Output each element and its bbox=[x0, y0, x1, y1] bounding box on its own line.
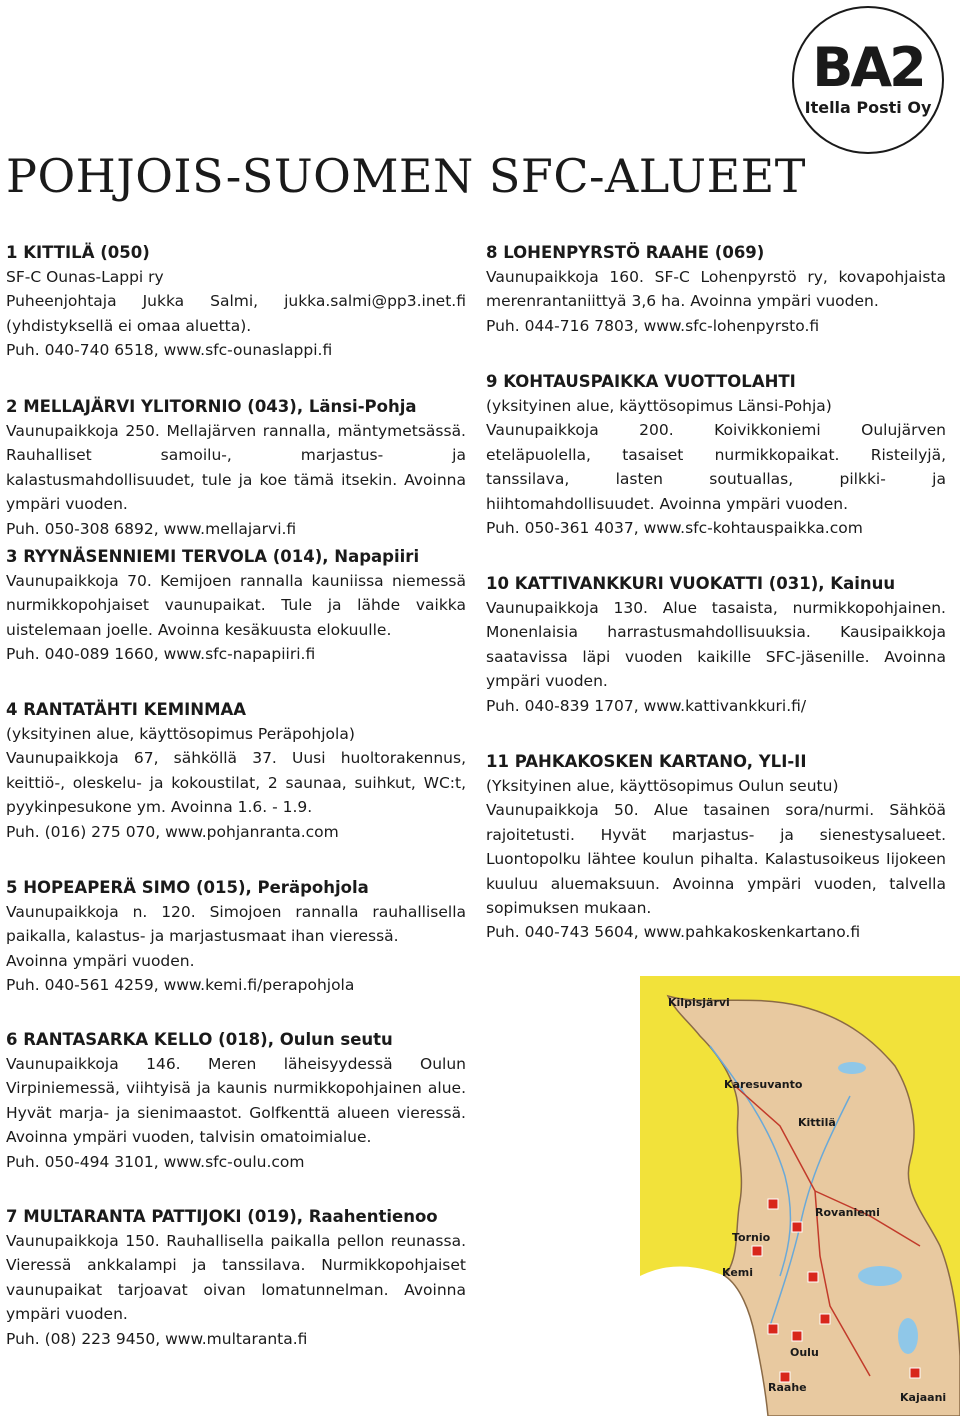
entry-line: Avoinna ympäri vuoden. bbox=[6, 951, 195, 970]
entry-title: 6 RANTASARKA KELLO (018), Oulun seutu bbox=[6, 1030, 393, 1049]
map-label: Oulu bbox=[790, 1346, 819, 1359]
entry-title: 7 MULTARANTA PATTIJOKI (019), Raahentienoo bbox=[6, 1207, 438, 1226]
entry-title: 5 HOPEAPERÄ SIMO (015), Peräpohjola bbox=[6, 878, 369, 897]
entry-line: Puh. 040-561 4259, www.kemi.fi/perapohjola bbox=[6, 976, 355, 995]
entry-line: (Yksityinen alue, käyttösopimus Oulun seutu) bbox=[486, 777, 839, 795]
entry-body bbox=[486, 596, 946, 718]
lake bbox=[858, 1266, 902, 1286]
page-title: POHJOIS-SUOMEN SFC-ALUEET bbox=[6, 149, 806, 203]
entry-title: 1 KITTILÄ (050) bbox=[6, 243, 150, 262]
entry-ryynasenniemi bbox=[6, 545, 466, 667]
map-label: Kemi bbox=[722, 1266, 754, 1279]
entry-pahkakoski bbox=[486, 750, 946, 945]
entry-body bbox=[486, 394, 946, 540]
brand-badge bbox=[792, 6, 944, 154]
region-map bbox=[640, 976, 960, 1416]
site-marker bbox=[752, 1246, 762, 1256]
entry-title: 2 MELLAJÄRVI YLITORNIO (043), Länsi-Pohja bbox=[6, 397, 417, 416]
map-label: Rovaniemi bbox=[815, 1206, 880, 1219]
entry-line: Puh. 050-361 4037, www.sfc-kohtauspaikka.com bbox=[486, 519, 863, 538]
entry-line: Vaunupaikkoja 50. Alue tasainen sora/nurmi. Sähköä rajoitetusti. Hyvät marjastus- ja sienestysalueet. Luontopolku lähtee koulun pihalta. Kalastusoikeus Iijokeen kuuluu aluemaksuun. Avoinna ympäri vuoden, talvella sopimuksen mukaan. bbox=[486, 801, 946, 918]
entry-line: Puh. 040-743 5604, www.pahkakoskenkartano.fi bbox=[486, 923, 861, 942]
entry-line: Puh. 050-308 6892, www.mellajarvi.fi bbox=[6, 519, 297, 538]
map-graphic bbox=[640, 976, 960, 1416]
map-label: Kittilä bbox=[798, 1116, 836, 1129]
entry-line: Vaunupaikkoja 130. Alue tasaista, nurmikkopohjainen. Monenlaisia harrastusmahdollisuuksia. Kausipaikkoja saatavissa läpi vuoden kaikille SFC-jäsenille. Avoinna ympäri vuoden. bbox=[486, 599, 946, 691]
entry-body bbox=[6, 1229, 466, 1351]
entry-title: 8 LOHENPYRSTÖ RAAHE (069) bbox=[486, 243, 765, 262]
site-marker bbox=[768, 1199, 778, 1209]
entry-line: Vaunupaikkoja 250. Mellajärven rannalla, mäntymetsässä. Rauhalliset samoilu-, marjastus- ja kalastusmahdollisuudet, tule ja koe tämä itsekin. Avoinna ympäri vuoden. bbox=[6, 422, 466, 514]
entry-line: (yksityinen alue, käyttösopimus Peräpohjola) bbox=[6, 725, 355, 743]
site-marker bbox=[820, 1314, 830, 1324]
entry-line: Vaunupaikkoja 150. Rauhallisella paikalla pellon reunassa. Vieressä ankkalampi ja tanssilava. Nurmikkopohjaiset vaunupaikat tarjoavat oivan lomatunnelman. Avoinna ympäri vuoden. bbox=[6, 1232, 466, 1324]
entry-kattivankkuri bbox=[486, 572, 946, 718]
entry-line: Vaunupaikkoja 200. Koivikkoniemi Oulujärven eteläpuolella, tasaiset nurmikkopaikat. Risteilyjä, tanssilava, lasten soutuallas, pilkki- ja hiihtomahdollisuudet. Avoinna ympäri vuoden. bbox=[486, 421, 946, 513]
entry-title: 4 RANTATÄHTI KEMINMAA bbox=[6, 700, 247, 719]
entry-lohenpyrsto bbox=[486, 241, 946, 338]
map-label: Kilpisjärvi bbox=[668, 996, 730, 1009]
entry-line: Vaunupaikkoja 70. Kemijoen rannalla kauniissa niemessä nurmikkopohjaiset vaunupaikat. Tule ja lähde vaikka uistelemaan joelle. Avoinna kesäkuusta elokuulle. bbox=[6, 572, 466, 639]
site-marker bbox=[808, 1272, 818, 1282]
site-marker bbox=[792, 1222, 802, 1232]
map-label: Tornio bbox=[732, 1231, 771, 1244]
entry-line: Puh. 050-494 3101, www.sfc-oulu.com bbox=[6, 1152, 305, 1171]
map-label: Karesuvanto bbox=[724, 1078, 803, 1091]
entry-line: Puh. 040-839 1707, www.kattivankkuri.fi/ bbox=[486, 696, 807, 715]
entry-line: Puh. (016) 275 070, www.pohjanranta.com bbox=[6, 822, 339, 841]
lake bbox=[838, 1062, 866, 1074]
entry-line: Puh. 040-740 6518, www.sfc-ounaslappi.fi bbox=[6, 341, 333, 360]
entry-line: Vaunupaikkoja n. 120. Simojoen rannalla rauhallisella paikalla, kalastus- ja marjastusmaat ihan vieressä. bbox=[6, 903, 466, 946]
entry-body bbox=[6, 900, 466, 998]
entry-line: Puh. (08) 223 9450, www.multaranta.fi bbox=[6, 1329, 308, 1348]
entry-body bbox=[486, 265, 946, 338]
entry-mellajarvi bbox=[6, 395, 466, 541]
entry-line: Puh. 040-089 1660, www.sfc-napapiiri.fi bbox=[6, 645, 316, 664]
entry-body bbox=[6, 569, 466, 667]
entry-body bbox=[6, 265, 466, 363]
lake bbox=[898, 1318, 918, 1354]
map-label: Kajaani bbox=[900, 1391, 947, 1404]
entry-line: Puh. 044-716 7803, www.sfc-lohenpyrsto.fi bbox=[486, 316, 820, 335]
entry-kittila bbox=[6, 241, 466, 363]
entry-title: 11 PAHKAKOSKEN KARTANO, YLI-II bbox=[486, 752, 807, 771]
entry-body bbox=[6, 722, 466, 844]
entry-line: Puheenjohtaja Jukka Salmi, jukka.salmi@pp3.inet.fi (yhdistyksellä ei omaa aluetta). bbox=[6, 292, 466, 335]
badge-code: BA2 bbox=[812, 36, 924, 99]
entry-kohtauspaikka bbox=[486, 370, 946, 540]
entry-line: SF-C Ounas-Lappi ry bbox=[6, 268, 164, 286]
entry-rantatahti bbox=[6, 698, 466, 844]
entry-line: Vaunupaikkoja 160. SF-C Lohenpyrstö ry, kovapohjaista merenrantaniittyä 3,6 ha. Avoinna ympäri vuoden. bbox=[486, 268, 946, 311]
entry-title: 10 KATTIVANKKURI VUOKATTI (031), Kainuu bbox=[486, 574, 896, 593]
entry-title: 3 RYYNÄSENNIEMI TERVOLA (014), Napapiiri bbox=[6, 547, 420, 566]
site-marker bbox=[910, 1368, 920, 1378]
site-marker bbox=[768, 1324, 778, 1334]
entry-body bbox=[6, 419, 466, 541]
entry-hopeapera bbox=[6, 876, 466, 998]
entry-title: 9 KOHTAUSPAIKKA VUOTTOLAHTI bbox=[486, 372, 796, 391]
entry-line: Vaunupaikkoja 67, sähköllä 37. Uusi huoltorakennus, keittiö-, oleskelu- ja kokoustilat, 2 saunaa, suihkut, WC:t, pyykinpesukone ym. Avoinna 1.6. - 1.9. bbox=[6, 749, 466, 817]
badge-company: Itella Posti Oy bbox=[804, 98, 932, 117]
entry-multaranta bbox=[6, 1205, 466, 1351]
entry-line: Vaunupaikkoja 146. Meren läheisyydessä Oulun Virpiniemessä, viihtyisä ja kaunis nurmikkopohjainen alue. Hyvät marja- ja sienimaastot. Golfkenttä alueen vieressä. Avoinna ympäri vuoden, talvisin omatoimialue. bbox=[6, 1055, 466, 1147]
map-label: Raahe bbox=[768, 1381, 807, 1394]
entry-rantasarka bbox=[6, 1028, 466, 1174]
entry-body bbox=[6, 1052, 466, 1174]
entry-body bbox=[486, 774, 946, 945]
site-marker bbox=[792, 1331, 802, 1341]
entry-line: (yksityinen alue, käyttösopimus Länsi-Pohja) bbox=[486, 397, 832, 415]
